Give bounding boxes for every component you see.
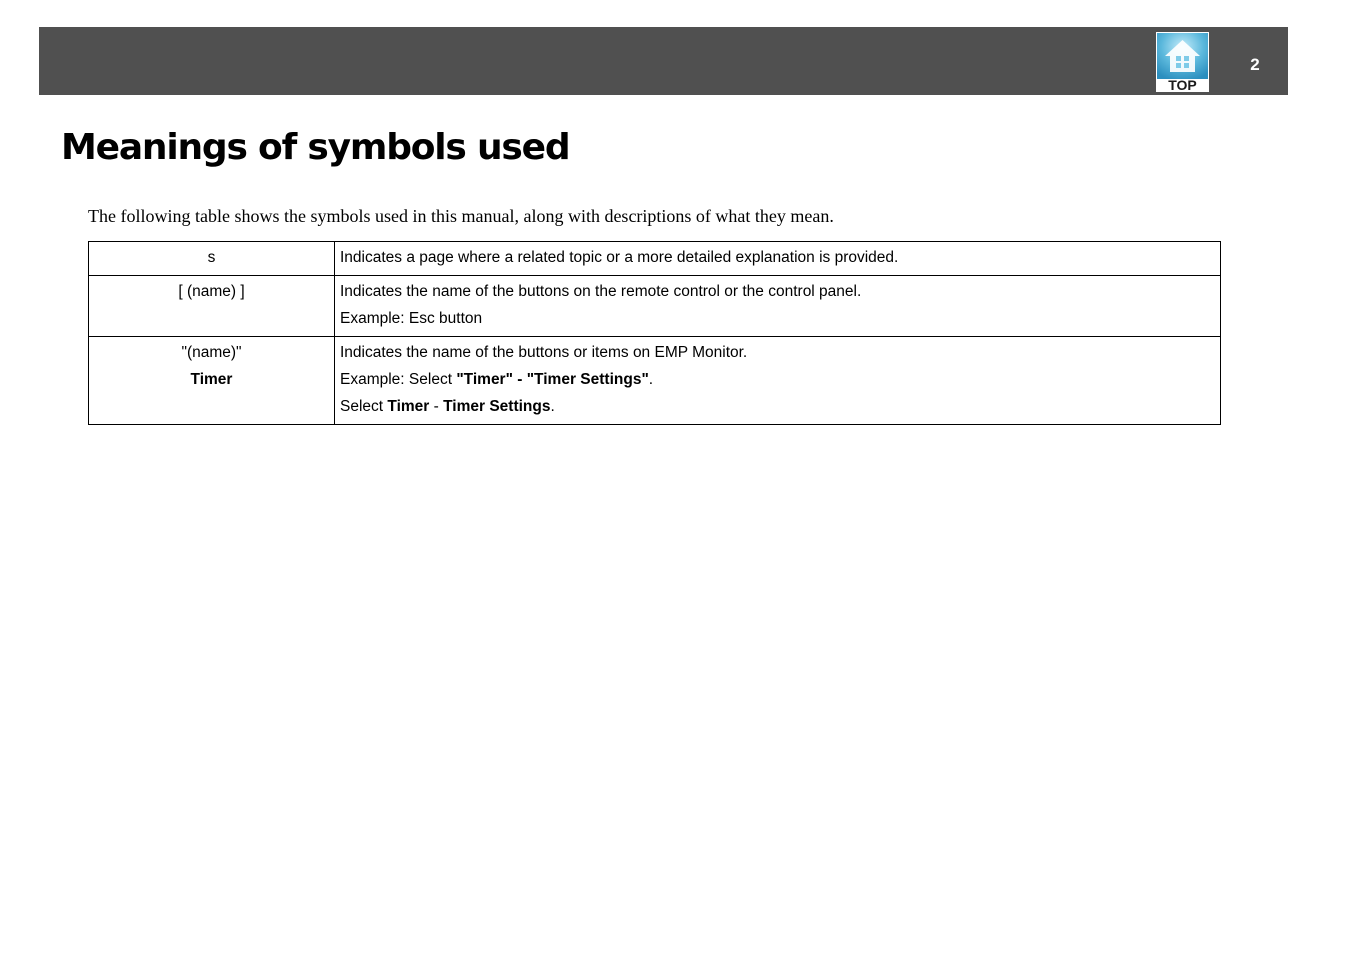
symbol-text: "(name)": [181, 344, 242, 361]
select-bold-timer-settings: Timer Settings: [443, 398, 551, 415]
description-cell: [335, 242, 1221, 276]
select-bold-timer: Timer: [387, 398, 430, 415]
example-bold: "Timer" - "Timer Settings": [456, 371, 649, 388]
example-text: Example: Esc button: [340, 310, 483, 327]
example-prefix: Example: Select: [340, 371, 457, 388]
description-cell: [335, 276, 1221, 337]
table-row: [89, 337, 1221, 425]
select-line: [340, 393, 1215, 420]
description-text: Indicates the name of the buttons or items on EMP Monitor.: [340, 344, 748, 361]
symbol-cell: [89, 242, 335, 276]
select-suffix: .: [550, 398, 555, 415]
select-separator: -: [429, 398, 444, 415]
home-top-icon: [1156, 32, 1209, 92]
example-line: [340, 366, 1215, 393]
header-bar: [39, 27, 1288, 95]
description-cell: [335, 337, 1221, 425]
top-button[interactable]: [1156, 32, 1209, 92]
top-label: TOP: [1168, 77, 1197, 92]
select-prefix: Select: [340, 398, 388, 415]
table-row: [89, 242, 1221, 276]
table-row: [89, 276, 1221, 337]
symbol-bold-example: Timer: [190, 371, 233, 388]
symbol-text: [ (name) ]: [178, 283, 245, 300]
symbol-cell: [89, 276, 335, 337]
intro-text: The following table shows the symbols used in this manual, along with descriptions of what they mean.: [88, 206, 834, 226]
symbols-table: [88, 241, 1221, 425]
description-text: Indicates the name of the buttons on the remote control or the control panel.: [340, 283, 862, 300]
page-title: Meanings of symbols used: [61, 127, 570, 168]
page-number: 2: [1250, 55, 1260, 74]
symbol-cell: [89, 337, 335, 425]
symbol-text: s: [207, 249, 216, 266]
description-text: Indicates a page where a related topic or a more detailed explanation is provided.: [340, 249, 899, 266]
example-suffix: .: [648, 371, 654, 388]
